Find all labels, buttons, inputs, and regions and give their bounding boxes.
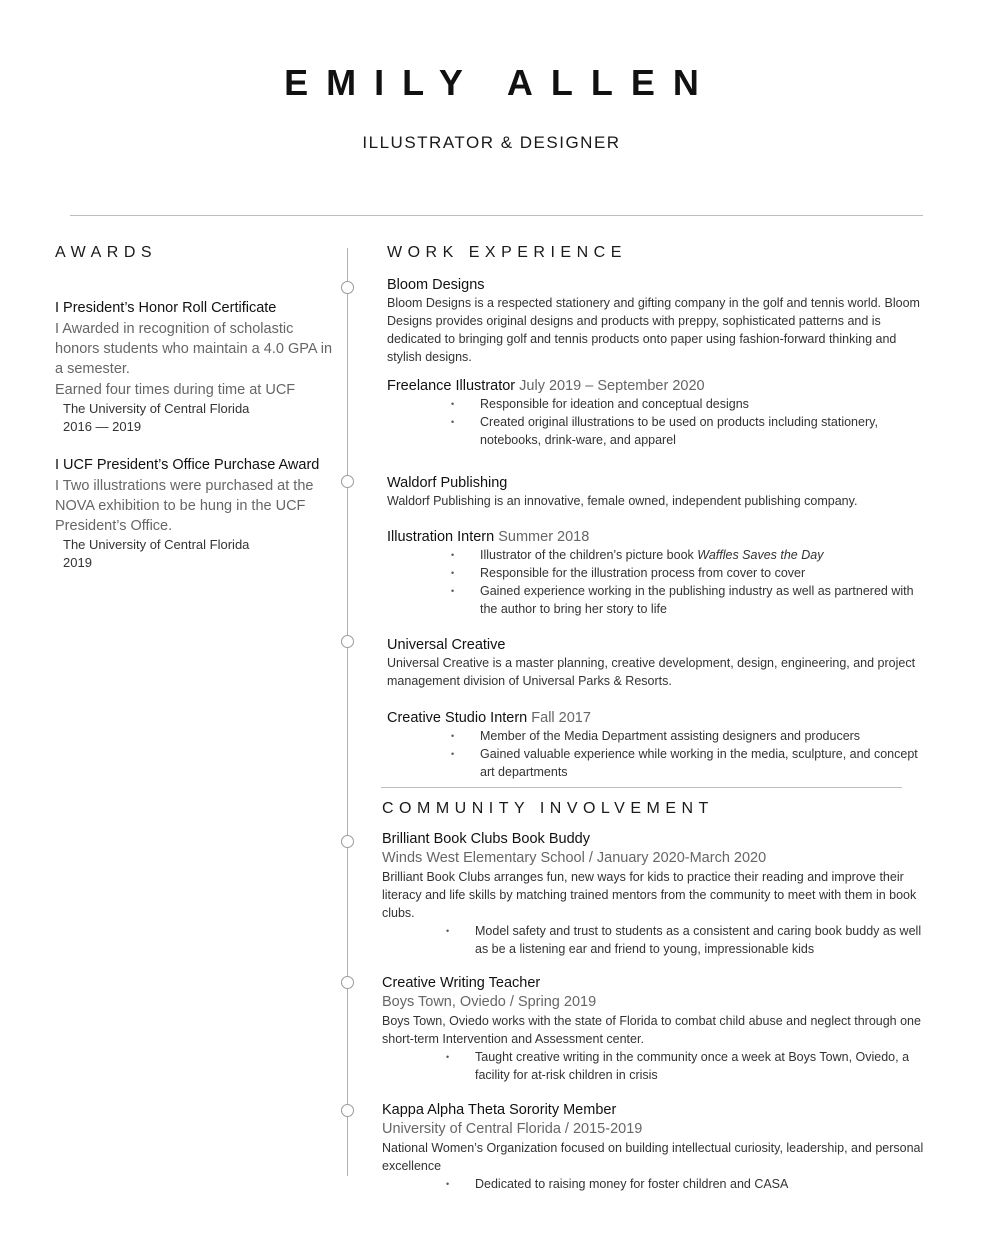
community-title: Creative Writing Teacher [382, 975, 541, 991]
award-item [55, 455, 335, 572]
timeline-line [347, 248, 348, 1176]
job-bullets [387, 395, 927, 449]
job-bullet: • Responsible for the illustration process from cover to cover [480, 564, 927, 582]
award-item [55, 298, 335, 436]
community-heading: COMMUNITY INVOLVEMENT [382, 800, 714, 817]
job-entry [387, 474, 927, 618]
community-description: Brilliant Book Clubs arranges fun, new ways for kids to practice their reading and improve their literacy and life skills by matching trained mentors from the community to meet with them in book clubs. [382, 870, 917, 920]
timeline-dot [341, 1104, 354, 1117]
community-subtitle: Boys Town, Oviedo / Spring 2019 [382, 994, 597, 1010]
job-bullet-text: Illustrator of the children’s picture book [480, 548, 698, 562]
resume-title: ILLUSTRATOR & DESIGNER [362, 133, 621, 152]
job-entry [387, 276, 927, 449]
job-role-date: July 2019 – September 2020 [519, 378, 705, 394]
award-title: I President’s Honor Roll Certificate [55, 300, 277, 316]
job-description: Waldorf Publishing is an innovative, female owned, independent publishing company. [387, 494, 858, 508]
job-bullet [480, 546, 927, 564]
award-description: I Awarded in recognition of scholastic honors students who maintain a 4.0 GPA in a semester. [55, 321, 333, 377]
timeline-dot [341, 635, 354, 648]
award-school: The University of Central Florida [63, 537, 250, 552]
job-company: Waldorf Publishing [387, 475, 508, 491]
award-description: I Two illustrations were purchased at the NOVA exhibition to be hung in the UCF President’s Office. [55, 478, 314, 534]
community-entry [382, 974, 927, 1084]
timeline-dot [341, 835, 354, 848]
job-company: Bloom Designs [387, 277, 485, 293]
community-bullets [382, 1048, 927, 1084]
community-description: Boys Town, Oviedo works with the state of Florida to combat child abuse and neglect through one short-term Intervention and Assessment center. [382, 1014, 921, 1046]
job-role-title: Illustration Intern [387, 529, 495, 545]
community-bullets [382, 1175, 927, 1193]
award-school: The University of Central Florida [63, 401, 250, 416]
community-bullet: • Taught creative writing in the community once a week at Boys Town, Oviedo, a facility for at-risk children in crisis [475, 1048, 927, 1084]
community-bullet: • Dedicated to raising money for foster children and CASA [475, 1175, 927, 1193]
job-bullet: • Created original illustrations to be used on products including stationery, notebooks, drink-ware, and apparel [480, 413, 927, 449]
section-divider [381, 787, 902, 788]
job-bullet: • Responsible for ideation and conceptual designs [480, 395, 927, 413]
job-role [387, 528, 927, 546]
job-role [387, 377, 927, 395]
community-title: Brilliant Book Clubs Book Buddy [382, 831, 590, 847]
award-description-extra: Earned four times during time at UCF [55, 382, 296, 398]
award-years: 2016 — 2019 [63, 419, 142, 434]
job-bullet: • Gained valuable experience while working in the media, sculpture, and concept art departments [480, 745, 927, 781]
job-role-date: Summer 2018 [498, 529, 590, 545]
job-description: Bloom Designs is a respected stationery and gifting company in the golf and tennis world. Bloom Designs provides original designs and products with preppy, sophisticated patterns and is dedicated to bringing golf and tennis products onto paper using fashion-forward thinking and stylish designs. [387, 296, 920, 364]
community-description: National Women’s Organization focused on building intellectual curiosity, leadership, and personal excellence [382, 1141, 924, 1173]
community-subtitle: Winds West Elementary School / January 2020-March 2020 [382, 850, 767, 866]
timeline-dot [341, 976, 354, 989]
top-divider [70, 215, 923, 216]
timeline-dot [341, 475, 354, 488]
job-role-title: Freelance Illustrator [387, 378, 516, 394]
book-title: Waffles Saves the Day [697, 548, 824, 562]
community-bullet: • Model safety and trust to students as a consistent and caring book buddy as well as be a listening ear and friend to young, impressionable kids [475, 922, 927, 958]
community-title: Kappa Alpha Theta Sorority Member [382, 1102, 617, 1118]
resume-name: EMILY ALLEN [284, 62, 717, 103]
job-entry [387, 636, 927, 781]
award-title: I UCF President’s Office Purchase Award [55, 457, 320, 473]
job-role-title: Creative Studio Intern [387, 710, 528, 726]
community-bullets [382, 922, 927, 958]
community-subtitle: University of Central Florida / 2015-2019 [382, 1121, 643, 1137]
job-bullets [387, 727, 927, 781]
job-bullet: • Member of the Media Department assisting designers and producers [480, 727, 927, 745]
job-bullets [387, 546, 927, 618]
timeline-dot [341, 281, 354, 294]
community-entry [382, 1101, 927, 1193]
job-description: Universal Creative is a master planning, creative development, design, engineering, and project management division of Universal Parks & Resorts. [387, 656, 916, 688]
job-bullet: • Gained experience working in the publishing industry as well as partnered with the author to bring her story to life [480, 582, 927, 618]
job-role [387, 709, 927, 727]
job-role-date: Fall 2017 [531, 710, 591, 726]
award-years: 2019 [63, 555, 92, 570]
work-experience-heading: WORK EXPERIENCE [387, 244, 627, 261]
community-entry [382, 830, 927, 958]
awards-heading: AWARDS [55, 244, 158, 261]
job-company: Universal Creative [387, 637, 506, 653]
